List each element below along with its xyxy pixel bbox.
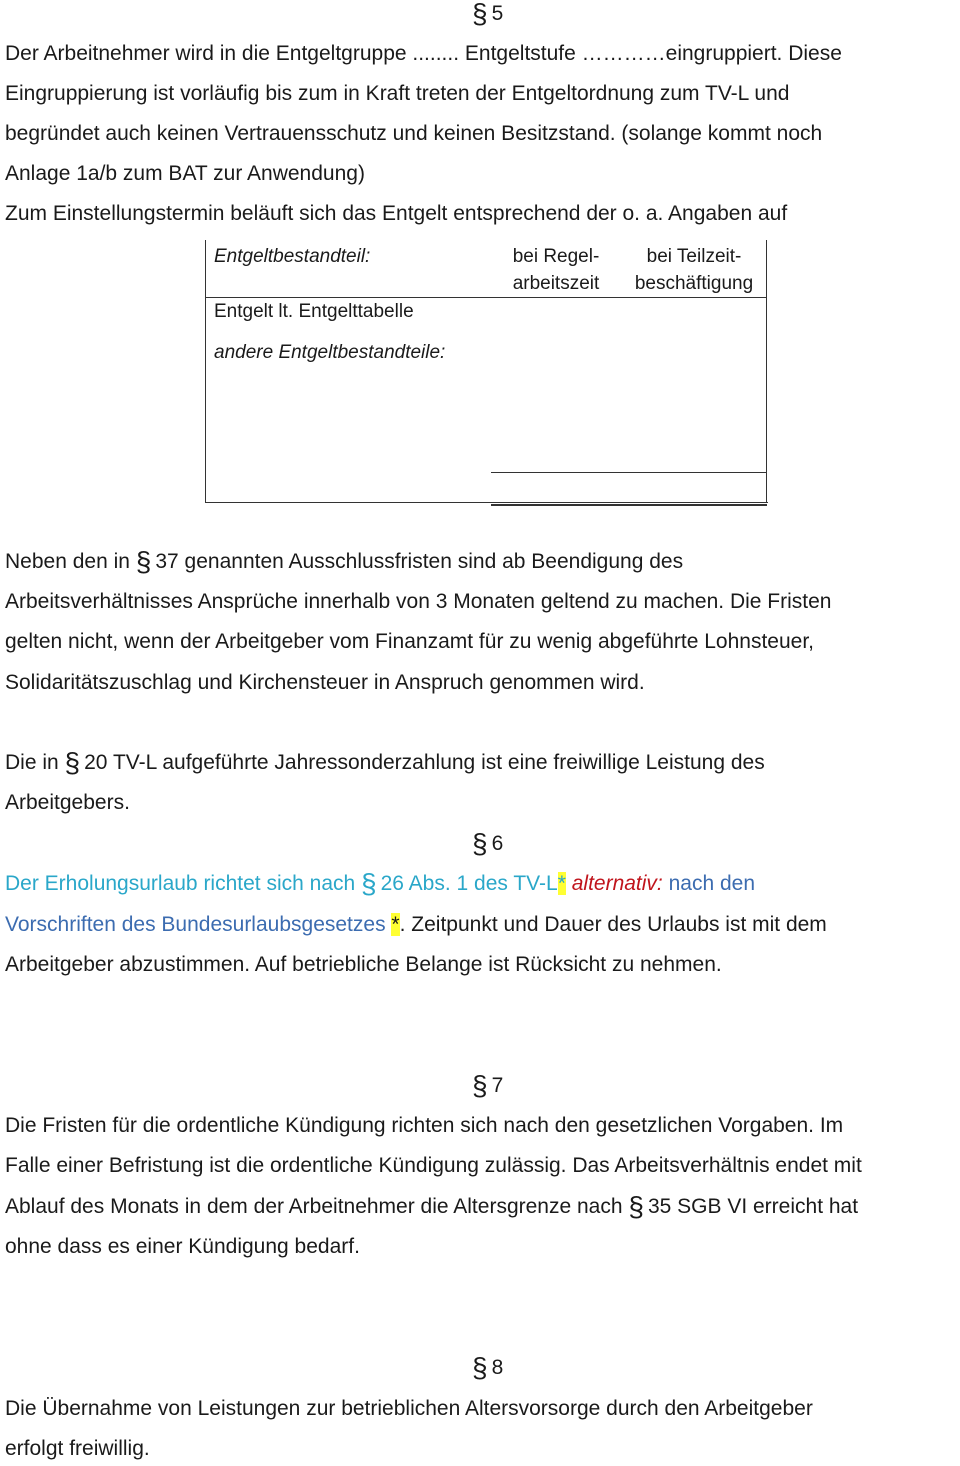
fristen-line-2: Arbeitsverhältnisses Ansprüche innerhalb von 3 Monaten geltend zu machen. Die Fristen (5, 590, 832, 613)
section-5-line-4: Anlage 1a/b zum BAT zur Anwendung) (5, 162, 365, 185)
section-7-line-3-post: 35 SGB VI erreicht hat (647, 1195, 859, 1218)
section-6-line-1 (5, 868, 756, 899)
fristen-line-3: gelten nicht, wenn der Arbeitgeber vom Finanzamt für zu wenig abgeführte Lohnsteuer, (5, 630, 814, 653)
alternativ-label: alternativ: (571, 872, 663, 895)
section-7-line-4: ohne dass es einer Kündigung bedarf. (5, 1235, 360, 1258)
section-7-line-3 (5, 1191, 859, 1222)
section-7-line-2: Falle einer Befristung ist die ordentliche Kündigung zulässig. Das Arbeitsverhältnis endet mit (5, 1154, 862, 1177)
section-8-heading (472, 1352, 504, 1383)
section-7-heading (472, 1070, 504, 1101)
section-5-line-5: Zum Einstellungstermin beläuft sich das Entgelt entsprechend der o. a. Angaben auf (5, 202, 788, 225)
urlaub-alt-text: nach den (668, 872, 756, 895)
paragraph-sign-icon: § (64, 747, 81, 778)
section-8-number: 8 (491, 1356, 504, 1379)
section-7-line-1: Die Fristen für die ordentliche Kündigung richten sich nach den gesetzlichen Vorgaben. Im (5, 1114, 844, 1137)
col-header-regular-1: bei Regel- (512, 246, 600, 267)
col-header-regular-2: arbeitszeit (512, 273, 600, 294)
fristen-line-1-post: 37 genannten Ausschlussfristen sind ab Beendigung des (155, 550, 684, 573)
section-8-line-2: erfolgt freiwillig. (5, 1437, 150, 1460)
section-6-line-2 (5, 913, 827, 937)
urlaub-text: Der Erholungsurlaub richtet sich nach (5, 872, 356, 895)
row-salary-table: Entgelt lt. Entgelttabelle (214, 301, 414, 322)
footnote-star-2: * (391, 913, 400, 936)
fristen-line-1 (5, 546, 684, 577)
table-header-rule (205, 297, 767, 298)
section-5-heading (472, 0, 504, 29)
urlaub-zeitpunkt: . Zeitpunkt und Dauer des Urlaubs ist mit dem (399, 913, 827, 936)
row-other-components: andere Entgeltbestandteile: (214, 342, 446, 363)
jahres-line-1-post: 20 TV-L aufgeführte Jahressonderzahlung ist eine freiwillige Leistung des (84, 751, 765, 774)
paragraph-sign-icon: § (472, 1352, 488, 1383)
paragraph-sign-icon: § (472, 828, 488, 859)
jahres-line-1 (5, 747, 765, 778)
section-5-number: 5 (491, 2, 504, 25)
paragraph-sign-icon: § (472, 1070, 488, 1101)
urlaub-tvl-ref: 26 Abs. 1 des TV-L (380, 872, 558, 895)
paragraph-sign-icon: § (135, 546, 152, 577)
total-rule-double (491, 504, 767, 506)
section-6-line-3: Arbeitgeber abzustimmen. Auf betriebliche Belange ist Rücksicht zu nehmen. (5, 953, 722, 976)
jahres-line-2: Arbeitgebers. (5, 791, 130, 814)
section-6-heading (472, 828, 504, 859)
footnote-star-1: * (557, 872, 566, 895)
fristen-line-4: Solidaritätszuschlag und Kirchensteuer in Anspruch genommen wird. (5, 671, 645, 694)
table-right-edge (766, 240, 767, 502)
jahres-line-1-pre: Die in (5, 751, 59, 774)
section-6-number: 6 (491, 832, 504, 855)
col-header-parttime-1: bei Teilzeit- (646, 246, 742, 267)
section-7-number: 7 (491, 1074, 504, 1097)
urlaub-bundesurlaub: Vorschriften des Bundesurlaubsgesetzes (5, 913, 386, 936)
section-5-line-1: Der Arbeitnehmer wird in die Entgeltgruppe ........ Entgeltstufe …………eingruppiert. Diese (5, 42, 842, 65)
total-rule-1 (491, 472, 767, 473)
section-5-line-3: begründet auch keinen Vertrauensschutz und keinen Besitzstand. (solange kommt noch (5, 122, 823, 145)
section-7-line-3-pre: Ablauf des Monats in dem der Arbeitnehmer die Altersgrenze nach (5, 1195, 623, 1218)
paragraph-sign-icon: § (628, 1191, 644, 1222)
paragraph-sign-icon: § (361, 868, 377, 899)
col-header-parttime-2: beschäftigung (634, 273, 754, 294)
section-8-line-1: Die Übernahme von Leistungen zur betrieblichen Altersvorsorge durch den Arbeitgeber (5, 1397, 813, 1420)
fristen-line-1-pre: Neben den in (5, 550, 130, 573)
section-5-line-2: Eingruppierung ist vorläufig bis zum in Kraft treten der Entgeltordnung zum TV-L und (5, 82, 790, 105)
col-header-component: Entgeltbestandteil: (214, 246, 371, 267)
paragraph-sign-icon: § (472, 0, 488, 29)
